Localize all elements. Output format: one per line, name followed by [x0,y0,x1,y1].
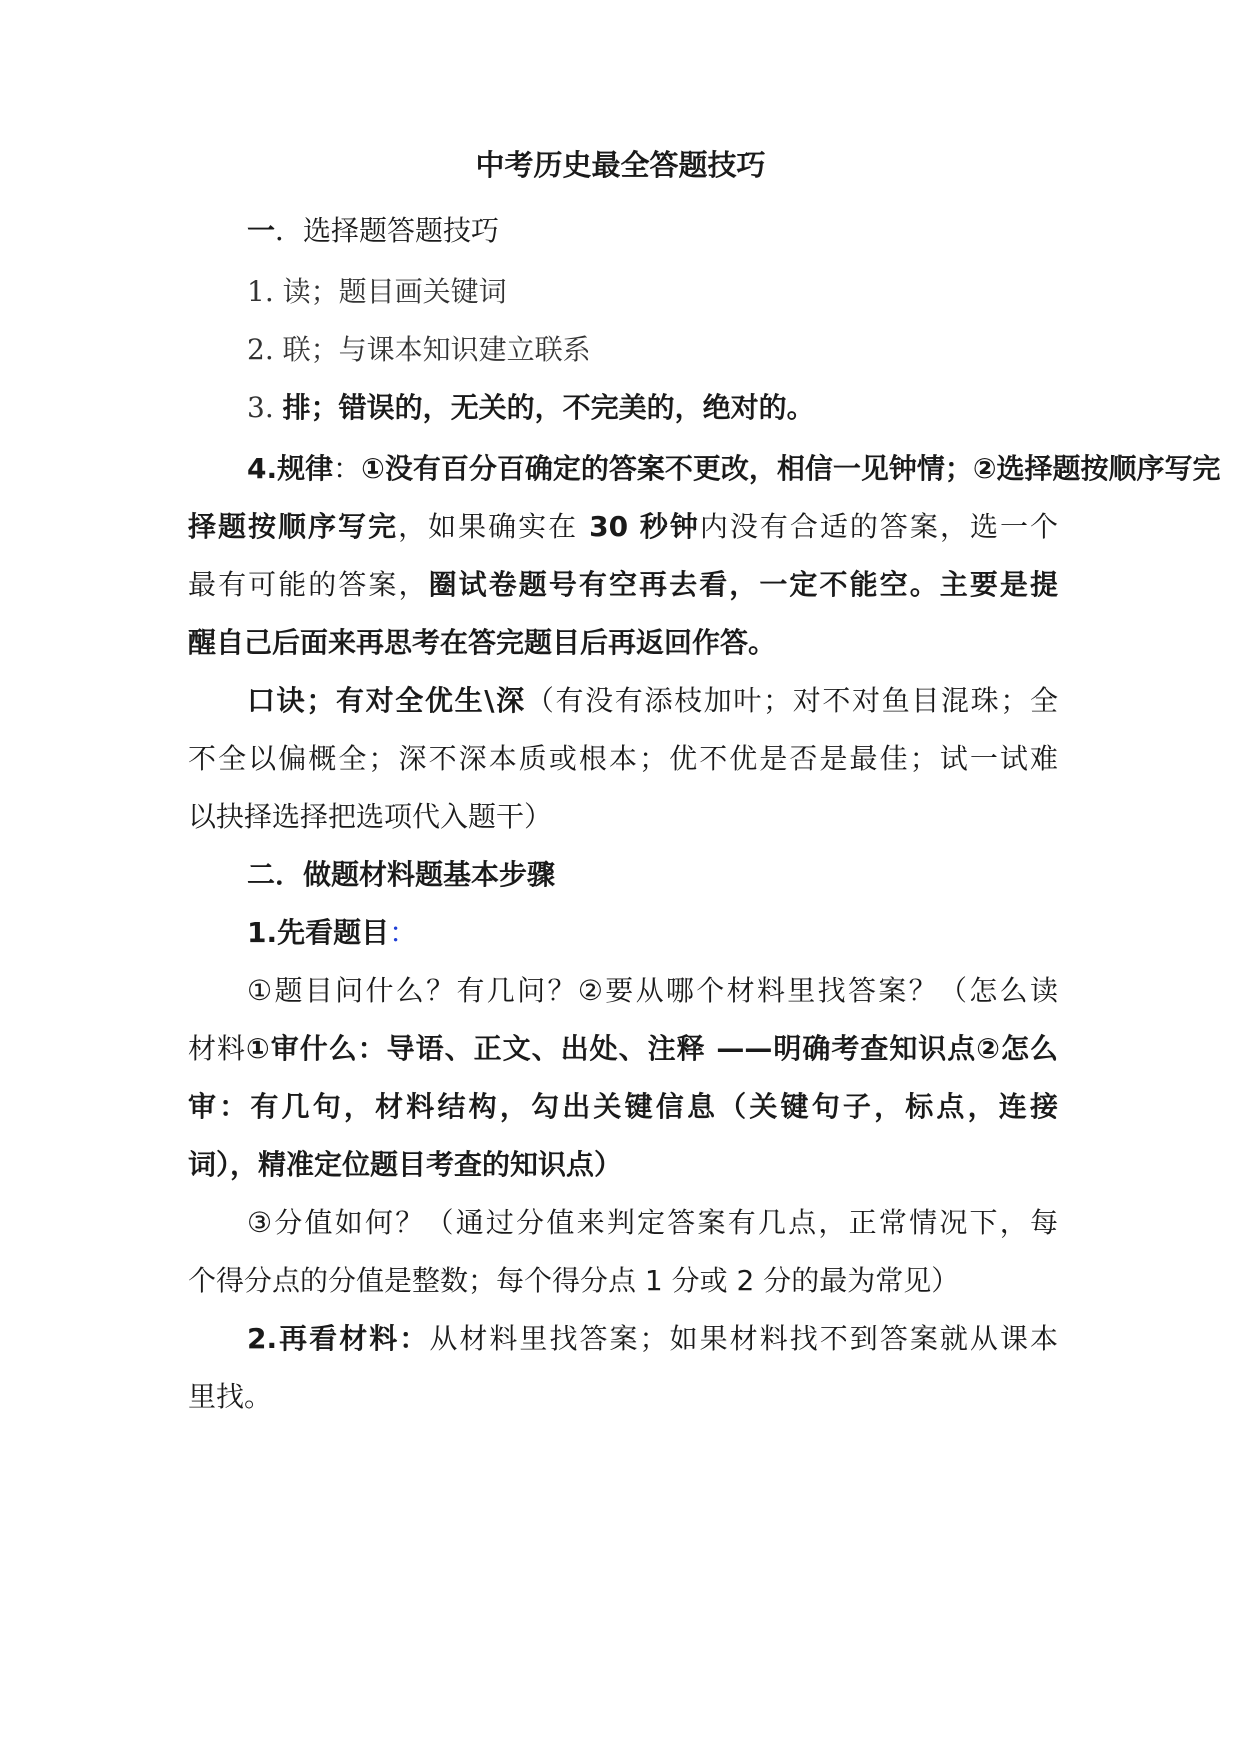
rule-text-part4-cont: 最有可能的答案， [188,568,429,601]
step-1-line-2: 材料①审什么：导语、正文、出处、注释 ——明确考查知识点②怎么 [188,1032,1058,1065]
section-2-heading [247,851,1058,899]
rule-text-part2: ，如果确实在 [398,510,590,543]
choice-tip-3-number: 3. [247,391,283,424]
choice-tip-1: 1. 读；题目画关键词 [247,275,507,308]
rule-colon: ： [333,452,362,485]
step-1-score-line-2: 个得分点的分值是整数；每个得分点 1 分或 2 分的最为常见） [188,1264,960,1297]
choice-tip-3-text: 排；错误的，无关的，不完美的，绝对的。 [282,391,815,424]
mnemonic-line-2: 不全以偏概全；深不深本质或根本；优不优是否是最佳；试一试难 [188,742,1058,775]
rule-line-2 [188,503,1058,551]
mnemonic-line-3: 以抉择选择把选项代入题干） [188,800,553,833]
section-1-title: ．选择题答题技巧 [275,214,500,247]
rule-line-4 [188,619,1058,667]
choice-tip-2: 2. 联；与课本知识建立联系 [247,333,591,366]
step-2-text: 从材料里找答案；如果材料找不到答案就从课本 [429,1322,1058,1355]
section-1-number: 一 [247,214,276,247]
step-1-line-1: ①题目问什么？有几问？②要从哪个材料里找答案？（怎么读 [247,974,1058,1007]
mnemonic-text: （有没有添枝加叶；对不对鱼目混珠；全 [525,684,1058,717]
rule-time: 30 秒钟 [589,510,700,543]
step-1-label: 1.先看题目 [247,916,390,949]
rule-text-part1: ①没有百分百确定的答案不更改，相信一见钟情；②选择题按顺序写完 [361,452,1221,485]
mnemonic-label: 口诀；有对全优生\深 [247,684,526,717]
step-1-line-3: 审：有几句，材料结构，勾出关键信息（关键句子，标点，连接 [188,1090,1058,1123]
rule-label: 4.规律 [247,452,334,485]
choice-tip-3 [247,384,1058,432]
rule-text-part1-cont: 择题按顺序写完 [188,510,399,543]
rule-line-1 [247,445,1221,493]
step-1-colon: ： [389,916,418,949]
step-1-score-line-1: ③分值如何？（通过分值来判定答案有几点，正常情况下，每 [247,1206,1058,1239]
rule-text-part5-cont: 醒自己后面来再思考在答完题目后再返回作答。 [188,626,777,659]
step-1-heading [247,909,1058,957]
step-1-line-4: 词），精准定位题目考查的知识点） [188,1148,623,1181]
section-2-number: 二 [247,858,276,891]
rule-text-part4: 内没有合适的答案，选一个 [699,510,1058,543]
document-title: 中考历史最全答题技巧 [475,148,766,182]
mnemonic-line-1 [247,677,1058,725]
section-1-heading [247,207,1058,255]
section-2-title: ．做题材料题基本步骤 [275,858,556,891]
rule-line-3 [188,561,1058,609]
step-2-line-1 [247,1315,1058,1363]
rule-text-part5: 圈试卷题号有空再去看，一定不能空。主要是提 [428,568,1058,601]
step-2-label: 2.再看材料： [247,1322,430,1355]
step-2-line-2: 里找。 [188,1380,273,1413]
